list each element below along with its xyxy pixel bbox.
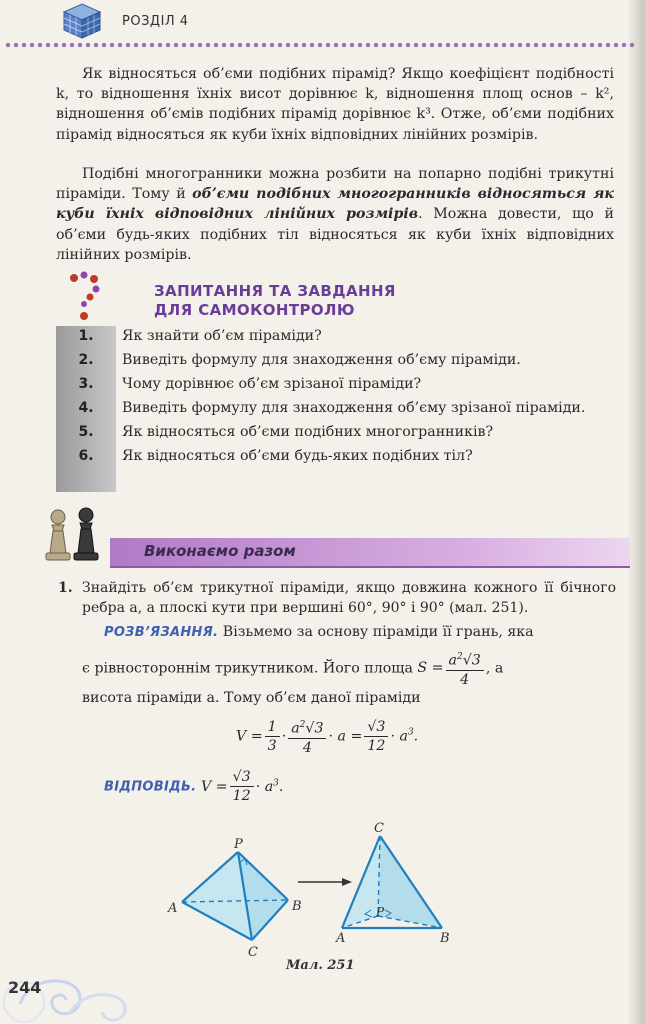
answer-formula: V = $\frac{√3}{12}$ · $a^3$. (200, 769, 284, 804)
question-text: Чому дорівнює об’єм зрізаної піраміди? (122, 376, 422, 392)
intro-paragraph-2-emphasis: об’єми подібних многогранників відносяться як куби їхніх відповідних лінійних розмірів (56, 186, 614, 223)
question-number: 5. (78, 424, 94, 440)
questions-list (56, 326, 616, 466)
task-number: 1. (58, 580, 73, 596)
questions-title-line-1: ЗАПИТАННЯ ТА ЗАВДАННЯ (154, 282, 396, 300)
question-text: Як відносяться об’єми будь-яких подібних тіл? (122, 448, 473, 464)
answer-label: ВІДПОВІДЬ. (104, 779, 197, 795)
question-item (56, 398, 616, 418)
right-pyramid (335, 821, 450, 946)
page-edge-shadow (627, 0, 645, 1024)
figure-caption: Мал. 251 (286, 958, 355, 973)
question-number: 2. (78, 352, 94, 368)
question-item (56, 446, 616, 466)
vertex-label: P (234, 837, 243, 852)
arrow-icon (298, 878, 352, 886)
vertex-label: P (376, 905, 385, 919)
questions-title-line-2: ДЛЯ САМОКОНТРОЛЮ (154, 301, 355, 319)
solution-text-1: Візьмемо за основу піраміди її грань, яка (218, 624, 534, 640)
question-number: 6. (78, 448, 94, 464)
vertex-label: A (336, 931, 346, 946)
intro-paragraph-1: Як відносяться об’єми подібних пірамід? Якщо коефіцієнт подібності k, то відношення їхніх висот дорівнює k, відношення площ основ – k², відношення об’ємів подібних пірамід дорівнює k³. Отже, об’єми подібних пірамід відносяться як куби їхніх відповідних лінійних розмірів. (56, 66, 614, 143)
question-text: Виведіть формулу для знаходження об’єму піраміди. (122, 352, 521, 368)
figure-251 (160, 820, 460, 960)
area-formula: S = $\frac{a^2√3}{4}$ (417, 660, 485, 676)
vertex-label: A (168, 901, 178, 916)
question-number: 1. (78, 328, 94, 344)
solution-text-2-end: , а (485, 660, 504, 677)
intro-paragraph-2-end: . Можна довести, що й об’єми будь-яких подібних тіл відносяться як куби їхніх відповідних лінійних розмірів. (56, 206, 614, 263)
question-item (56, 326, 616, 346)
solution-label: РОЗВ’ЯЗАННЯ. (104, 625, 219, 640)
question-text: Як знайти об’єм піраміди? (122, 328, 322, 344)
section-label: РОЗДІЛ 4 (122, 14, 189, 29)
question-item (56, 374, 616, 394)
question-item (56, 422, 616, 442)
question-item (56, 350, 616, 370)
question-text: Як відносяться об’єми подібних многогранників? (122, 424, 494, 440)
page-header (0, 0, 645, 44)
solution-line-2 (82, 648, 618, 689)
questions-title (154, 282, 396, 320)
vertex-label: B (440, 931, 450, 946)
dotted-divider (4, 42, 634, 48)
intro-paragraph-2 (56, 164, 614, 265)
question-number: 4. (78, 400, 94, 416)
solution-line-1 (104, 622, 618, 643)
question-number: 3. (78, 376, 94, 392)
chess-pawns-icon (38, 505, 110, 567)
vertex-label: C (248, 945, 258, 960)
together-banner-title: Виконаємо разом (144, 542, 296, 560)
volume-formula: V = $\frac{1}{3}$ · $\frac{a^2√3}{4}$ · a = $\frac{√3}{12}$ · $a^3$. (236, 716, 418, 757)
task-text: Знайдіть об’єм трикутної піраміди, якщо довжина кожного її бічного ребра a, а плоскі кути при вершині 60°, 90° і 90° (мал. 251). (82, 580, 616, 616)
vertex-label: C (374, 821, 384, 836)
cube-logo-icon (60, 2, 104, 40)
question-mark-icon (62, 270, 108, 326)
solution-text-2: є рівностороннім трикутником. Його площа (82, 660, 413, 677)
page-number: 244 (8, 978, 42, 997)
intro-paragraph-2-start: Подібні многогранники можна розбити на попарно подібні трикутні піраміди. Тому й (56, 166, 614, 203)
vertex-label: B (292, 899, 302, 914)
left-pyramid (167, 837, 302, 960)
solution-line-3: висота піраміди a. Тому об’єм даної піраміди (82, 690, 421, 706)
question-text: Виведіть формулу для знаходження об’єму зрізаної піраміди. (122, 400, 586, 416)
answer-line (104, 768, 283, 805)
